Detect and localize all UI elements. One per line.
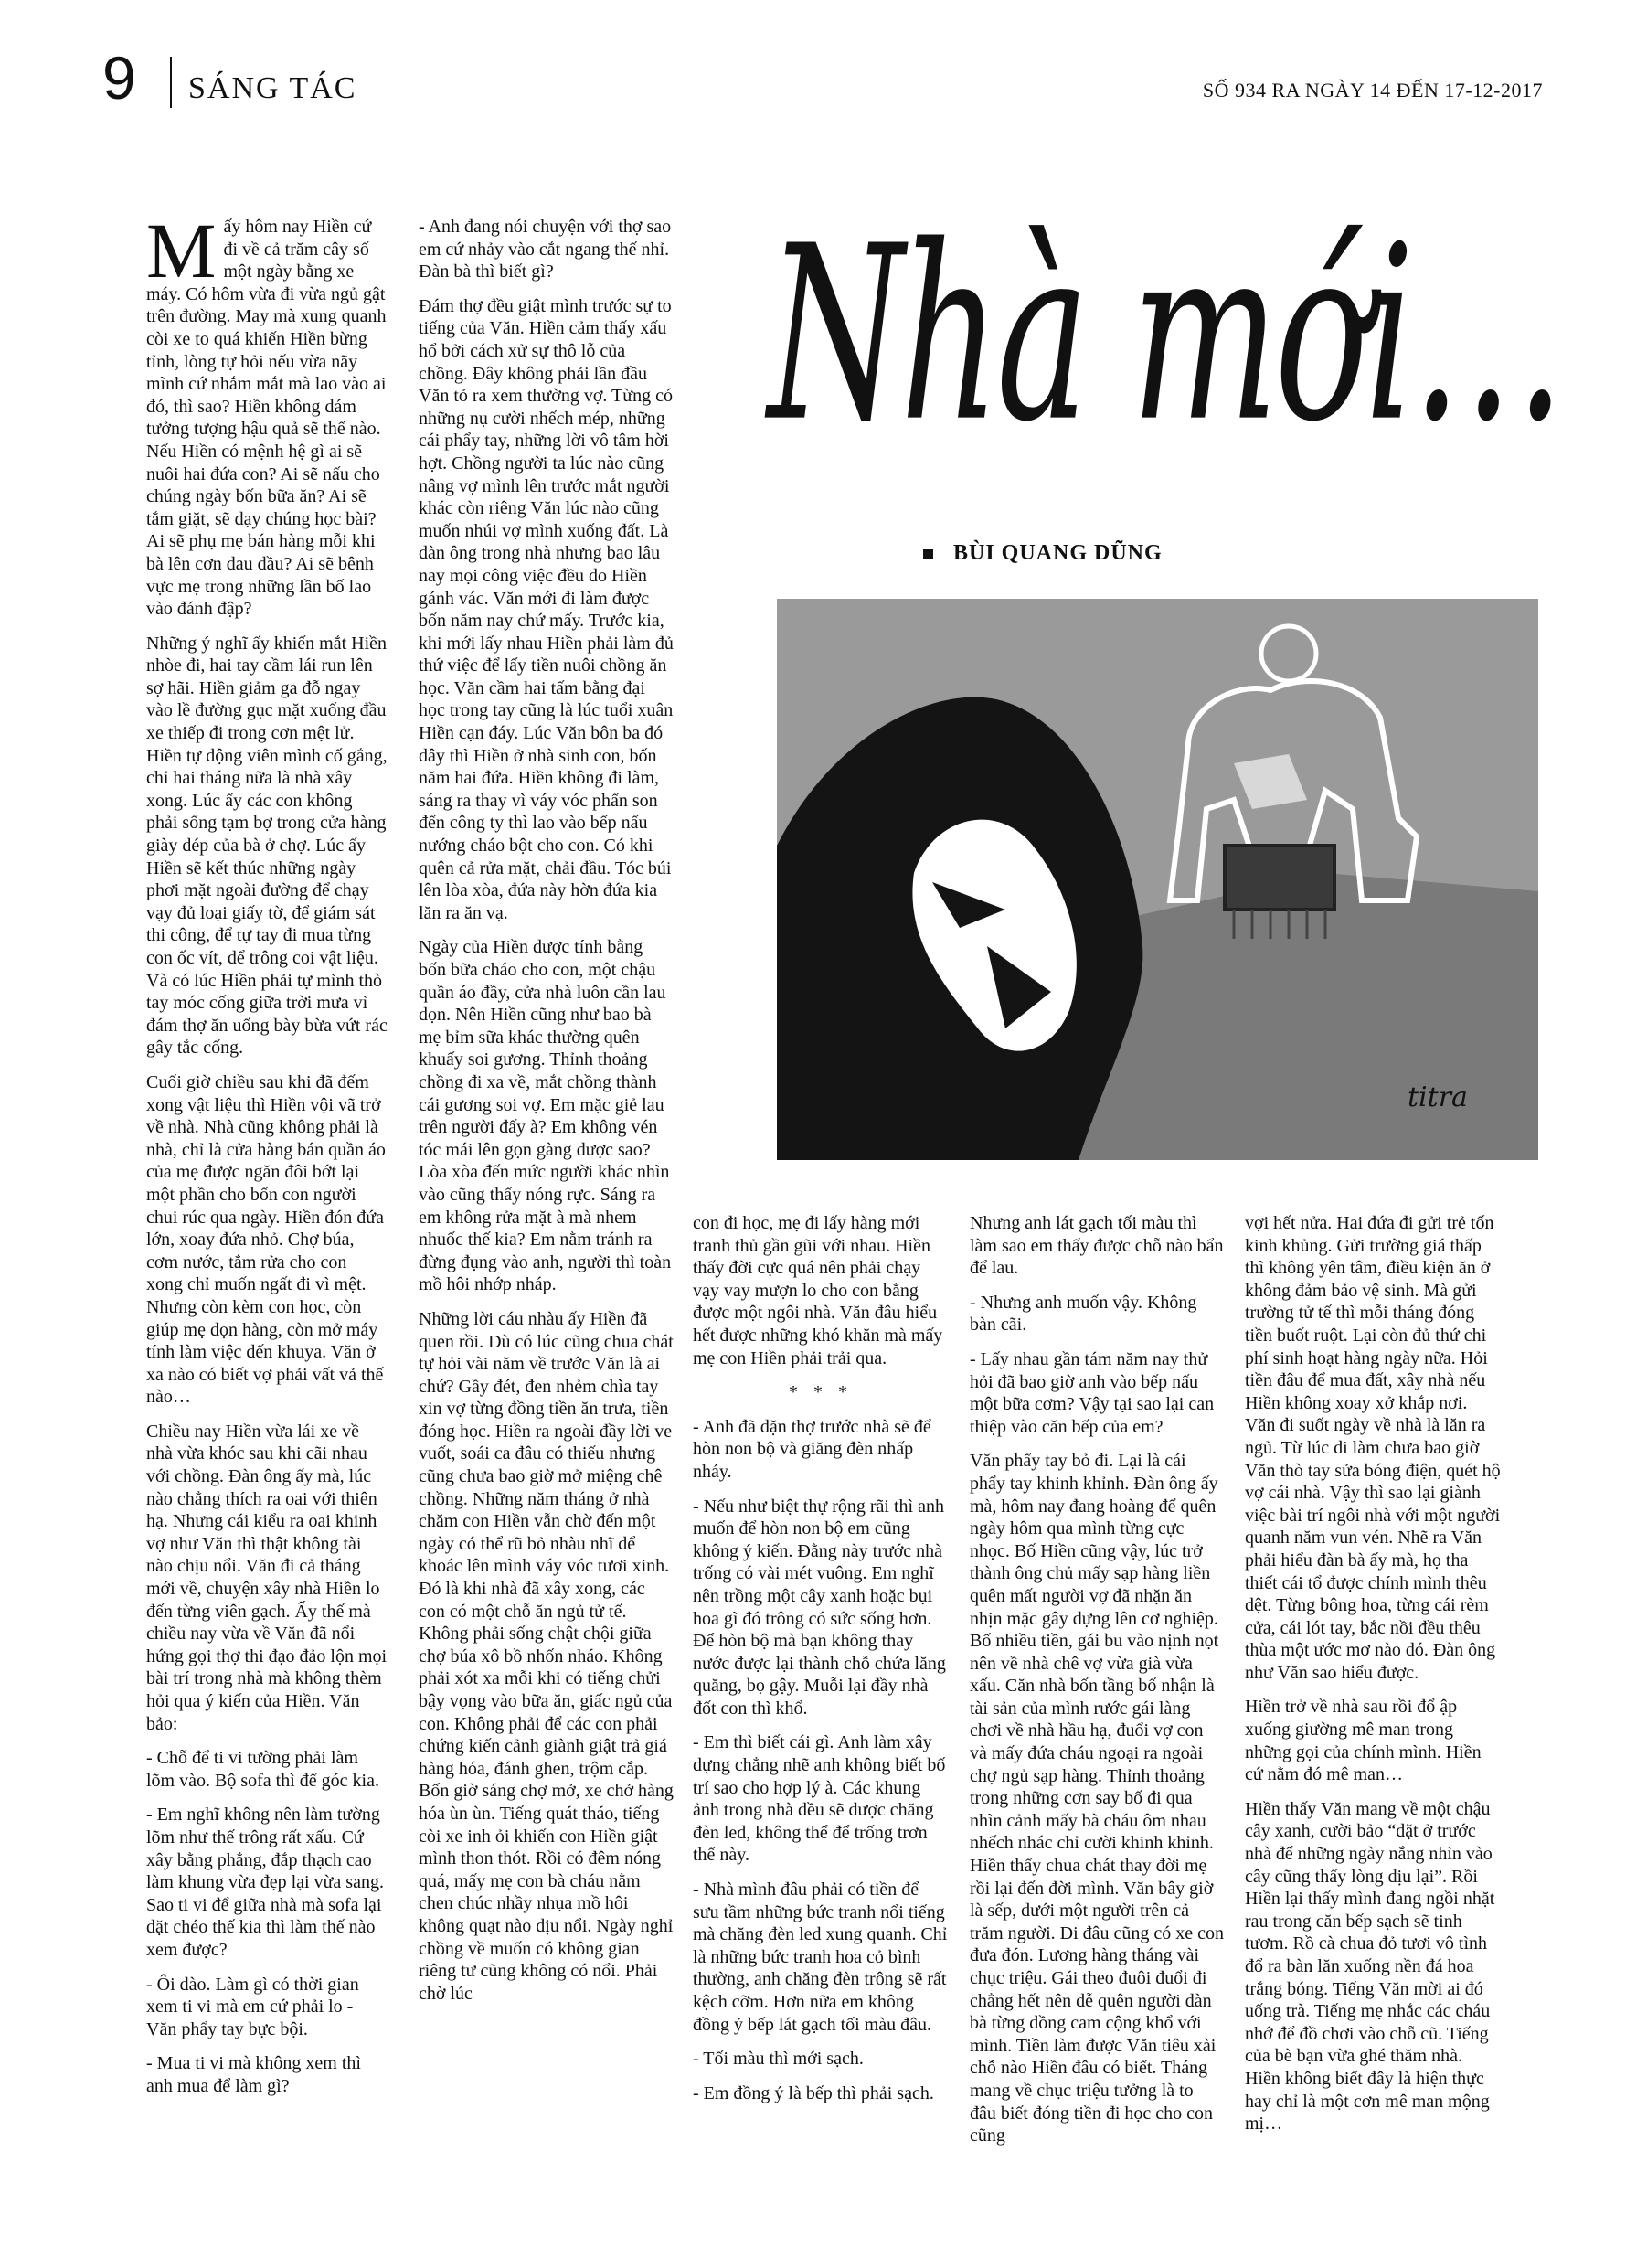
byline-bullet [923,549,933,559]
col1-paragraph: - Mua ti vi mà không xem thì anh mua để làm gì? [146,2053,361,2096]
article-column-3 [693,1212,949,2116]
col1-paragraph: - Em nghĩ không nên làm tường lõm như thế trông rất xấu. Cứ xây bằng phẳng, đắp thạch cao làm khung vừa đẹp lại vừa sang. Sao ti vi để giữa nhà mà sofa lại đặt chéo thế kia thì làm thế nào xem được? [146,1805,384,1960]
author-byline [923,541,1163,566]
dark-box-shape [1225,846,1334,910]
col1-paragraph: - Chỗ để ti vi tường phải làm lõm vào. Bộ sofa thì để góc kia. [146,1748,379,1791]
lead-paragraph-text: ấy hôm nay Hiền cứ đi về cả trăm cây số một ngày bằng xe máy. Có hôm vừa đi vừa ngủ gật trên đường. May mà xung quanh còi xe to quá khiến Hiền bừng tỉnh, lòng tự hỏi nếu vừa nãy mình cứ nhắm mắt mà lao vào ai đó, thì sao? Hiền không dám tưởng tượng hậu quả sẽ thế nào. Nếu Hiền có mệnh hệ gì ai sẽ nuôi hai đứa con? Ai sẽ nấu cho chúng ngày bốn bữa ăn? Ai sẽ tắm giặt, sẽ dạy chúng học bài? Ai sẽ phụ mẹ bán hàng mỗi khi bà lên cơn đau đầu? Ai sẽ bênh vực mẹ trong những lần bố lao vào đánh đập? [146,217,387,620]
col3-paragraph: - Nhà mình đâu phải có tiền để sưu tầm những bức tranh nổi tiếng mà chăng đèn led xung quanh. Chỉ là những bức tranh hoa cỏ bình thường, anh chăng đèn trông sẽ rất kệch cỡm. Hơn nữa em không đồng ý bếp lát gạch tối màu đâu. [693,1879,948,2035]
col3-paragraph: - Em thì biết cái gì. Anh làm xây dựng chẳng nhẽ anh không biết bố trí sao cho hợp lý à. Các khung ảnh trong nhà đều sẽ được chăng đèn led, không thể để trống trơn thế này. [693,1732,946,1866]
article-column-1 [146,207,388,2110]
author-name: BÙI QUANG DŨNG [953,541,1163,565]
col4-paragraph: Văn phẩy tay bỏ đi. Lại là cái phẩy tay khinh khỉnh. Đàn ông ấy mà, hôm nay đang hoàng để quên ngày hôm qua mình từng cực nhọc. Bố Hiền cũng vậy, lúc trở thành ông chủ mấy sạp hàng liền quên mất người vợ đã nhặn ăn nhịn mặc gây dựng lên cơ nghiệp. Bố nhiều tiền, gái bu vào nịnh nọt nên về nhà chê vợ vừa già vừa xấu. Căn nhà bốn tầng bố nhận là tài sản của mình rước gái làng chơi về nhà hầu hạ, đuổi vợ con và mấy đứa cháu ngoại ra ngoài chợ ngủ sạp hàng. Thỉnh thoảng trong những cơn say bố đi qua nhìn cảnh mấy bà cháu ôm nhau nhếch nhác chỉ cười khinh khỉnh. Hiền thấy chua chát thay đời mẹ rồi lại đến đời mình. Văn bây giờ là sếp, dưới một người trên cả trăm người. Đi đâu cũng có xe con đưa đón. Lương hàng tháng vài chục triệu. Gái theo đuôi đuổi đi chẳng hết nên dễ quên người đàn bà từng đồng cam cộng khổ với mình. Tiền làm được Văn tiêu xài chỗ nào Hiền đâu có biết. Tháng mang về chục triệu tưởng là to đâu biết đóng tiền đi học cho con cũng [970,1451,1225,2146]
col5-paragraph: Hiền trở về nhà sau rồi đổ ập xuống giường mê man trong những gọi của chính mình. Hiền cứ nằm đó mê man… [1245,1697,1482,1785]
col4-paragraph: Nhưng anh lát gạch tối màu thì làm sao em thấy được chỗ nào bẩn để lau. [970,1213,1224,1279]
article-illustration [777,599,1538,1160]
col2-paragraph: - Anh đang nói chuyện với thợ sao em cứ nhảy vào cắt ngang thế nhỉ. Đàn bà thì biết gì? [419,217,672,282]
col1-paragraph: - Ôi dào. Làm gì có thời gian xem ti vi mà em cứ phải lo - Văn phẩy tay bực bội. [146,1974,359,2039]
col3-paragraph: - Nếu như biệt thự rộng rãi thì anh muốn để hòn non bộ em cũng không ý kiến. Đằng này trước nhà trống có vài mét vuông. Em nghĩ nên trồng một cây xanh hoặc bụi hoa gì đó trông có sức sống hơn. Để hòn bộ mà bạn không thay nước được lại thành chỗ chứa lăng quăng, bọ gậy. Muỗi lại đầy nhà đốt con thì khổ. [693,1496,946,1719]
col5-paragraph: vợi hết nửa. Hai đứa đi gửi trẻ tốn kinh khủng. Gửi trường giá thấp thì không yên tâm, điều kiện ăn ở không đảm bảo vệ sinh. Mà gửi trường tử tế thì mỗi tháng đóng tiền buốt ruột. Lại còn đủ thứ chi phí sinh hoạt hàng ngày nữa. Hỏi tiền đâu để mua đất, xây nhà nếu Hiền không xoay xở khắp nơi. Văn đi suốt ngày về nhà là lăn ra ngủ. Từ lúc đi làm chưa bao giờ Văn thò tay sửa bóng điện, quét hộ vợ cái nhà. Vậy thì sao lại giành việc bài trí ngôi nhà với một người quanh năm vun vén. Nhẽ ra Văn phải hiểu đàn bà ấy mà, họ tha thiết cái tổ được chính mình thêu dệt. Từng bông hoa, từng cái rèm cửa, cái lót tay, bắc nồi đều thêu thùa một ước mơ nào đó. Đàn ông như Văn sao hiểu được. [1245,1213,1501,1683]
col3-paragraph: - Em đồng ý là bếp thì phải sạch. [693,2082,934,2103]
col3-paragraph: con đi học, mẹ đi lấy hàng mới tranh thủ gần gũi với nhau. Hiền thấy đời cực quá nên phải chạy vạy vay mượn lo cho con bằng được một ngôi nhà. Văn đâu hiểu hết được những khó khăn mà mấy mẹ con Hiền phải trải qua. [693,1213,943,1368]
col1-paragraph: Chiều nay Hiền vừa lái xe về nhà vừa khóc sau khi cãi nhau với chồng. Đàn ông ấy mà, lúc nào chẳng thích ra oai với thiên hạ. Nhưng cái kiểu ra oai khinh vợ như Văn thì thật không tài nào chịu nổi. Văn đi cả tháng mới về, chuyện xây nhà Hiền lo đến từng viên gạch. Ấy thế mà chiều nay vừa về Văn đã nổi hứng gọi thợ thi đạo đảo lộn mọi bài trí trong nhà mà không thèm hỏi qua ý kiến của Hiền. Văn bảo: [146,1421,388,1734]
page-number: 9 [102,44,136,112]
col1-paragraph: Cuối giờ chiều sau khi đã đếm xong vật liệu thì Hiền vội vã trở về nhà. Nhà cũng không phải là nhà, chỉ là cửa hàng bán quần áo của mẹ được ngăn đôi bớt lại một phần cho bốn con người chui rúc qua ngày. Hiền đón đứa lớn, xoay đứa nhỏ. Chợ búa, cơm nước, tắm rửa cho con xong chỉ muốn ngất đi vì mệt. Nhưng còn kèm con học, còn giúp mẹ dọn hàng, còn mở máy tính làm việc đến khuya. Văn ở xa nào có biết vợ phải vất vả thế nào… [146,1071,386,1408]
col3-paragraph: * * * [789,1382,853,1403]
col1-paragraph: Những ý nghĩ ấy khiến mắt Hiền nhòe đi, hai tay cầm lái run lên sợ hãi. Hiền giảm ga đỗ ngay vào lề đường gục mặt xuống đầu xe thiếp đi trong cơn mệt lử. Hiền tự động viên mình cố gắng, chỉ hai tháng nữa là nhà xây xong. Lúc ấy các con không phải sống tạm bợ trong cửa hàng giày dép của bà ở chợ. Lúc ấy Hiền sẽ kết thúc những ngày phơi mặt ngoài đường để chạy vạy đủ loại giấy tờ, để giám sát thi công, để tự tay đi mua từng con ốc vít, để trông coi vật liệu. Và có lúc Hiền phải tự mình thò tay móc cống giữa trời mưa vì đám thợ ăn uống bày bừa vứt rác gây tắc cống. [146,633,388,1059]
illustrator-signature: titra [1408,1081,1468,1113]
issue-info: SỐ 934 RA NGÀY 14 ĐẾN 17-12-2017 [1202,79,1543,101]
col3-paragraph: - Anh đã dặn thợ trước nhà sẽ để hòn non bộ và giăng đèn nhấp nháy. [693,1416,931,1482]
col5-paragraph: Hiền thấy Văn mang về một chậu cây xanh, cười bảo “đặt ở trước nhà để những ngày nắng nhìn vào cây cũng thấy lòng dịu lại”. Rồi Hiền lại thấy mình đang ngồi nhặt rau trong căn bếp sạch sẽ tinh tươm. Rồ cà chua đỏ tươi vô tình đổ ra bàn lăn xuống nền đá hoa trắng bóng. Tiếng Văn mời ai đó uống trà. Tiếng mẹ nhắc các cháu nhớ để đồ chơi vào chỗ cũ. Tiếng của bè bạn vừa ghé thăm nhà. Hiền không biết đây là hiện thực hay chỉ là một cơn mê man mộng mị… [1245,1798,1495,2135]
header-divider [170,57,172,108]
drop-cap: M [146,207,217,294]
section-name: SÁNG TÁC [188,71,357,105]
article-column-5 [1245,1212,1501,2147]
col2-paragraph: Những lời cáu nhàu ấy Hiền đã quen rồi. Dù có lúc cũng chua chát tự hỏi vài năm về trước Văn là ai chứ? Gầy đét, đen nhẻm chìa tay xin vợ từng đồng tiền ăn trưa, tiền đóng học. Hiền ra ngoài đầy lời ve vuốt, soái ca đâu có thiếu nhưng cũng chưa bao giờ mở miệng chê chồng. Những năm tháng ở nhà chăm con Hiền vẫn chờ đến một ngày có thể rũ bỏ nhàu nhĩ để khoác lên mình váy vóc tươi xinh. Đó là khi nhà đã xây xong, các con có một chỗ ăn ngủ tử tế. Không phải sống chật chội giữa chợ búa xô bồ nhốn nháo. Không phải xót xa mỗi khi có tiếng chửi bậy vọng vào bữa ăn, giấc ngủ của con. Không phải để các con phải chứng kiến cảnh giành giật trả giá hàng hóa, đánh ghen, trộm cắp. Bốn giờ sáng chợ mở, xe chở hàng hóa ùn ùn. Tiếng quát tháo, tiếng còi xe inh ỏi khiến con Hiền giật mình thon thót. Rồi có đêm nóng quá, mấy mẹ con bà cháu nằm chen chúc nhầy nhụa mồ hôi không quạt nào dịu nổi. Ngày nghỉ chồng về muốn có không gian riêng tư cũng không có nổi. Phải chờ lúc [419,1308,674,2004]
article-column-4 [970,1212,1224,2159]
article-title: Nhà mới… [768,195,1563,476]
article-column-2 [419,216,675,2017]
col2-paragraph: Ngày của Hiền được tính bằng bốn bữa cháo cho con, một chậu quần áo đầy, cửa nhà luôn cần lau dọn. Nên Hiền cũng như bao bà mẹ bỉm sữa khác thường quên khuấy soi gương. Thỉnh thoảng chồng đi xa về, mắt chồng thành cái gương soi vợ. Em mặc giẻ lau trên người đấy à? Em không vén tóc mái lên gọn gàng được sao? Lòa xòa đến mức người khác nhìn vào cũng thấy nóng rực. Sáng ra em không rửa mặt à mà nhem nhuốc thế kia? Em nằm tránh ra đừng đụng vào anh, người thì toàn mồ hôi nhớp nháp. [419,937,672,1295]
col3-paragraph: - Tối màu thì mới sạch. [693,2049,864,2070]
col4-paragraph: - Nhưng anh muốn vậy. Không bàn cãi. [970,1292,1197,1336]
col4-paragraph: - Lấy nhau gần tám năm nay thử hỏi đã bao giờ anh vào bếp nấu một bữa cơm? Vậy tại sao lại can thiệp vào căn bếp của em? [970,1348,1215,1437]
col2-paragraph: Đám thợ đều giật mình trước sự to tiếng của Văn. Hiền cảm thấy xấu hổ bởi cách xử sự thô lỗ của chồng. Đây không phải lần đầu Văn tỏ ra xem thường vợ. Từng có những nụ cười nhếch mép, những cái phẩy tay, những lời vô tâm hời hợt. Chồng người ta lúc nào cũng nâng vợ mình lên trước mắt người khác còn riêng Văn lúc nào cũng muốn nhúi vợ mình xuống đất. Là đàn ông trong nhà nhưng bao lâu nay mọi công việc đều do Hiền gánh vác. Văn mới đi làm được bốn năm nay chứ mấy. Trước kia, khi mới lấy nhau Hiền phải làm đủ thứ việc để lấy tiền nuôi chồng ăn học. Văn cầm hai tấm bằng đại học trong tay cũng là lúc tuổi xuân Hiền cạn đáy. Lúc Văn bôn ba đó đây thì Hiền ở nhà sinh con, bốn năm hai đứa. Hiền không đi làm, sáng ra thay vì váy vóc phấn son đến công ty thì lao vào bếp nấu nướng cháo bột cho con. Có khi quên cả rửa mặt, chải đầu. Tóc búi lên lòa xòa, đứa này hờn đứa kia lăn ra ăn vạ. [419,295,674,923]
